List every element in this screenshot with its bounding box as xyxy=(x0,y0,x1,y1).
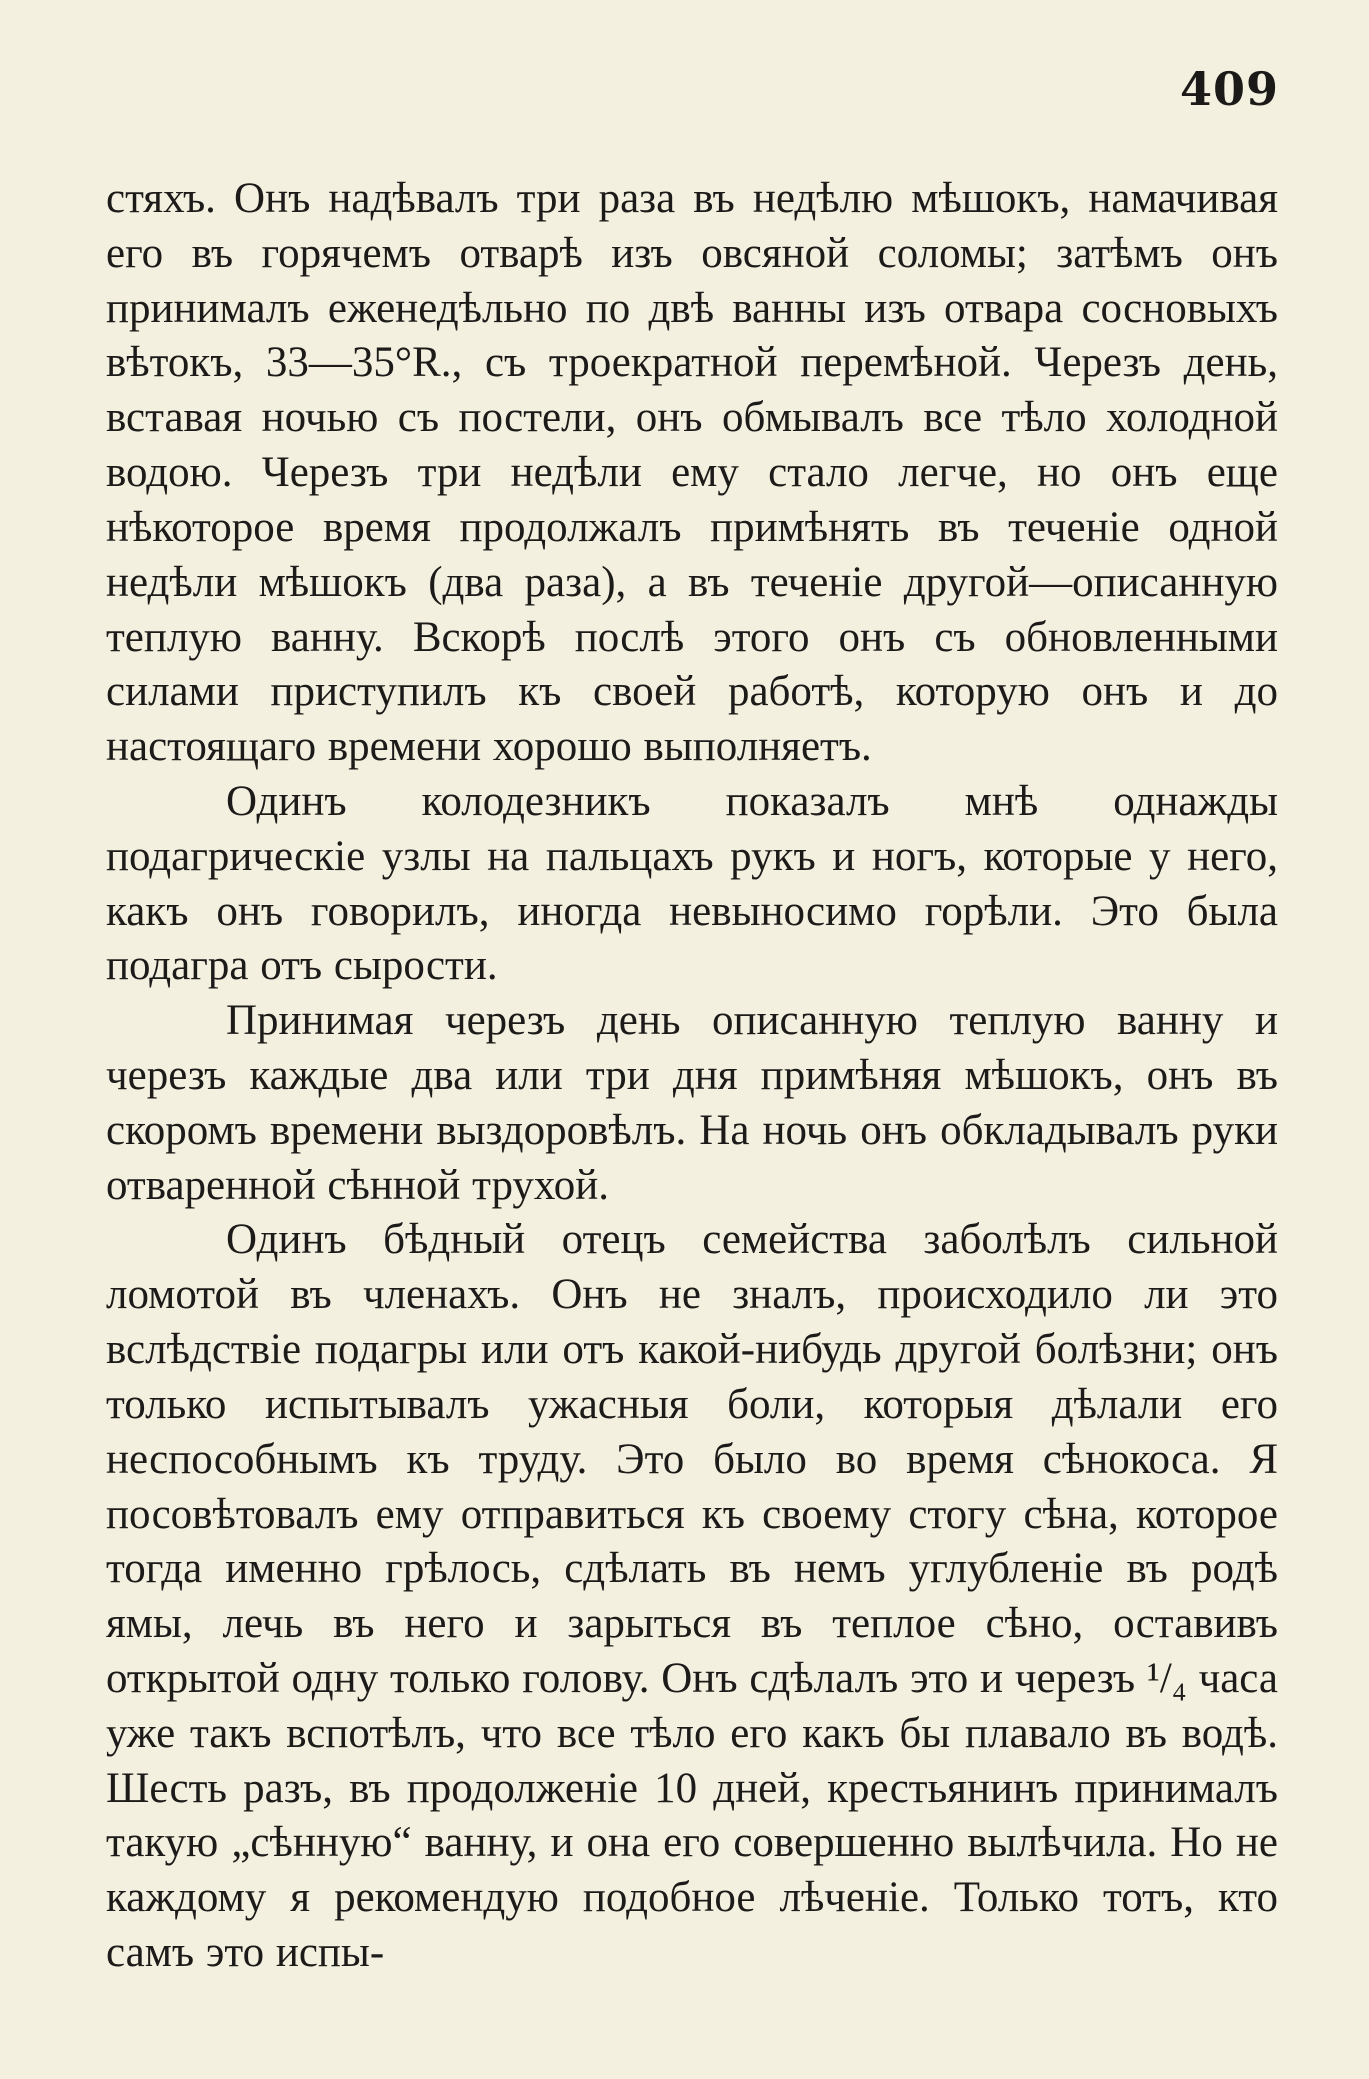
paragraph-well-digger: Одинъ колодезникъ показалъ мнѣ однажды подагрическіе узлы на пальцахъ рукъ и ногъ, которые у него, какъ онъ говорилъ, иногда невыносимо горѣли. Это была подагра отъ сырости. xyxy=(106,777,1278,990)
paragraph-hay-bath: Одинъ бѣдный отецъ семейства заболѣлъ сильной ломотой въ членахъ. Онъ не зналъ, происходило ли это вслѣдствіе подагры или отъ какой-нибудь другой болѣзни; онъ только испытывалъ ужасныя боли, которыя дѣлали его неспособнымъ къ труду. Это было во время сѣнокоса. Я посовѣтовалъ ему отправиться къ своему стогу сѣна, которое тогда именно грѣлось, сдѣлать въ немъ углубленіе въ родѣ ямы, лечь въ него и зарыться въ теплое сѣно, оставивъ открытой одну только голову. Онъ сдѣлалъ это и черезъ ¹/₄ часа уже такъ вспотѣлъ, что все тѣло его какъ бы плавало въ водѣ. Шесть разъ, въ продолженіе 10 дней, крестьянинъ принималъ такую „сѣнную“ ванну, и она его совершенно вылѣчила. Но не каждому я рекомендую подобное лѣченіе. Только тотъ, кто самъ это испы- xyxy=(106,1216,1278,1976)
page-text xyxy=(106,172,1278,1981)
page-number: 409 xyxy=(1179,62,1279,116)
paragraph-recovery: Принимая черезъ день описанную теплую ванну и черезъ каждые два или три дня примѣняя мѣшокъ, онъ въ скоромъ времени выздоровѣлъ. На ночь онъ обкладывалъ руки отваренной сѣнной трухой. xyxy=(106,997,1278,1209)
paragraph-continuation: стяхъ. Онъ надѣвалъ три раза въ недѣлю мѣшокъ, намачивая его въ горячемъ отварѣ изъ овсяной соломы; затѣмъ онъ принималъ еженедѣльно по двѣ ванны изъ отвара сосновыхъ вѣтокъ, 33—35°R., съ троекратной перемѣной. Черезъ день, вставая ночью съ постели, онъ обмывалъ все тѣло холодной водою. Черезъ три недѣли ему стало легче, но онъ еще нѣкоторое время продолжалъ примѣнять въ теченіе одной недѣли мѣшокъ (два раза), а въ теченіе другой—описанную теплую ванну. Вскорѣ послѣ этого онъ съ обновленными силами приступилъ къ своей работѣ, которую онъ и до настоящаго времени хорошо выполняетъ. xyxy=(106,175,1278,771)
